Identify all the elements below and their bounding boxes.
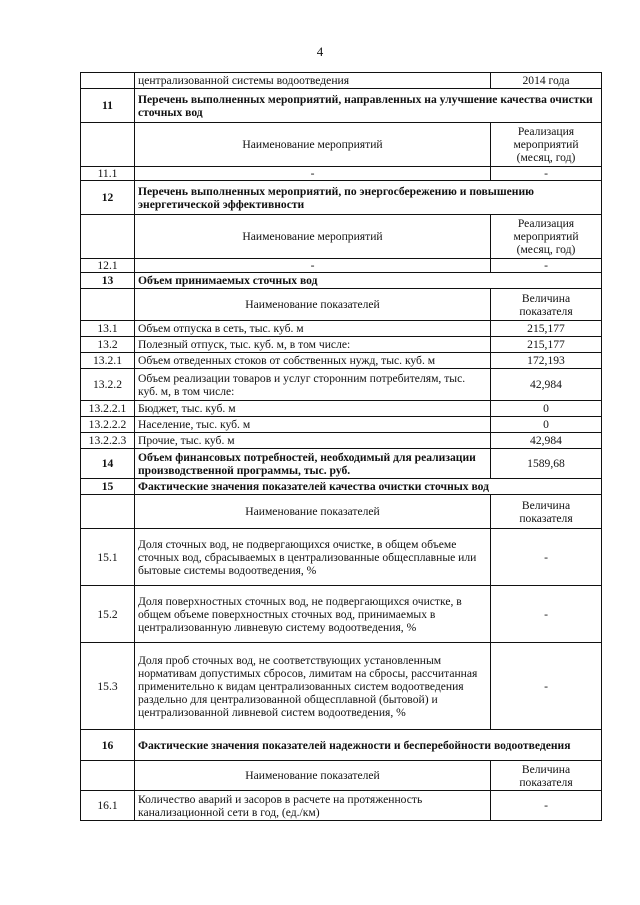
column-header-row (81, 761, 602, 791)
section-title: Перечень выполненных мероприятий, по энергосбережению и повышению энергетической эффективности (135, 181, 602, 215)
column-header-row (81, 289, 602, 321)
row-number: 13.2.2 (81, 369, 135, 401)
section-number: 14 (81, 449, 135, 479)
column-header-name: Наименование показателей (135, 495, 491, 529)
section-title: Объем принимаемых сточных вод (135, 273, 602, 289)
column-header-name: Наименование мероприятий (135, 123, 491, 167)
row-number: 13.2.2.3 (81, 433, 135, 449)
row-text: Полезный отпуск, тыс. куб. м, в том числе: (135, 337, 491, 353)
table-row (81, 259, 602, 273)
section-title: Фактические значения показателей надежности и бесперебойности водоотведения (135, 730, 602, 761)
row-text: - (135, 259, 491, 273)
row-value: 0 (491, 417, 602, 433)
row-value: 0 (491, 401, 602, 417)
column-header-row (81, 123, 602, 167)
column-header-row (81, 215, 602, 259)
table-row (81, 586, 602, 643)
row-value: 1589,68 (491, 449, 602, 479)
section-title: Объем финансовых потребностей, необходимый для реализации производственной программы, тыс. руб. (135, 449, 491, 479)
row-number: 12.1 (81, 259, 135, 273)
program-table (80, 72, 602, 821)
column-header-name: Наименование мероприятий (135, 215, 491, 259)
table-row (81, 167, 602, 181)
column-header-name: Наименование показателей (135, 289, 491, 321)
row-number: 16.1 (81, 791, 135, 821)
row-value: 215,177 (491, 321, 602, 337)
table-row (81, 529, 602, 586)
row-value: 42,984 (491, 433, 602, 449)
section-number: 13 (81, 273, 135, 289)
row-value: - (491, 643, 602, 730)
section-number: 12 (81, 181, 135, 215)
section-title: Фактические значения показателей качества очистки сточных вод (135, 479, 602, 495)
row-number: 13.2.2.1 (81, 401, 135, 417)
row-value: - (491, 259, 602, 273)
row-value: - (491, 791, 602, 821)
section-header-15 (81, 479, 602, 495)
table-row (81, 73, 602, 89)
column-header-value: Величина показателя (491, 289, 602, 321)
row-text: Объем отведенных стоков от собственных нужд, тыс. куб. м (135, 353, 491, 369)
column-header-value: Реализация мероприятий (месяц, год) (491, 123, 602, 167)
section-header-12 (81, 181, 602, 215)
table-row (81, 433, 602, 449)
row-text: Доля проб сточных вод, не соответствующих установленным нормативам допустимых сбросов, лимитам на сбросы, рассчитанная применительно к видам централизованных систем водоотведения раздельно для централизованной общесплавной (бытовой) и централизованной ливневой систем водоотведения, % (135, 643, 491, 730)
section-header-16 (81, 730, 602, 761)
table-row (81, 369, 602, 401)
column-header-value: Величина показателя (491, 495, 602, 529)
section-header-13 (81, 273, 602, 289)
row-value: 172,193 (491, 353, 602, 369)
row-text: Население, тыс. куб. м (135, 417, 491, 433)
row-number: 15.1 (81, 529, 135, 586)
table-row (81, 791, 602, 821)
row-number (81, 73, 135, 89)
row-number: 15.2 (81, 586, 135, 643)
column-header-name: Наименование показателей (135, 761, 491, 791)
table-row (81, 353, 602, 369)
row-text: Прочие, тыс. куб. м (135, 433, 491, 449)
row-value: 215,177 (491, 337, 602, 353)
section-number: 15 (81, 479, 135, 495)
row-value: - (491, 586, 602, 643)
table-row (81, 643, 602, 730)
row-text: централизованной системы водоотведения (135, 73, 491, 89)
row-text: Бюджет, тыс. куб. м (135, 401, 491, 417)
row-text: Доля поверхностных сточных вод, не подвергающихся очистке, в общем объеме поверхностных сточных вод, принимаемых в централизованную ливневую систему водоотведения, % (135, 586, 491, 643)
row-text: Доля сточных вод, не подвергающихся очистке, в общем объеме сточных вод, сбрасываемых в централизованные общесплавные или бытовые системы водоотведения, % (135, 529, 491, 586)
row-number: 15.3 (81, 643, 135, 730)
row-value: 2014 года (491, 73, 602, 89)
column-header-value: Величина показателя (491, 761, 602, 791)
row-text: Количество аварий и засоров в расчете на протяженность канализационной сети в год, (ед./км) (135, 791, 491, 821)
table-row (81, 417, 602, 433)
row-number: 13.1 (81, 321, 135, 337)
section-header-14 (81, 449, 602, 479)
row-value: - (491, 529, 602, 586)
row-number: 11.1 (81, 167, 135, 181)
row-text: Объем реализации товаров и услуг сторонним потребителям, тыс. куб. м, в том числе: (135, 369, 491, 401)
row-text: Объем отпуска в сеть, тыс. куб. м (135, 321, 491, 337)
section-header-11 (81, 89, 602, 123)
row-number: 13.2 (81, 337, 135, 353)
row-text: - (135, 167, 491, 181)
section-title: Перечень выполненных мероприятий, направленных на улучшение качества очистки сточных вод (135, 89, 602, 123)
section-number: 16 (81, 730, 135, 761)
column-header-value: Реализация мероприятий (месяц, год) (491, 215, 602, 259)
table-row (81, 401, 602, 417)
section-number: 11 (81, 89, 135, 123)
column-header-row (81, 495, 602, 529)
row-number: 13.2.2.2 (81, 417, 135, 433)
row-number: 13.2.1 (81, 353, 135, 369)
page-number: 4 (316, 44, 324, 59)
row-value: - (491, 167, 602, 181)
row-value: 42,984 (491, 369, 602, 401)
table-row (81, 321, 602, 337)
table-row (81, 337, 602, 353)
